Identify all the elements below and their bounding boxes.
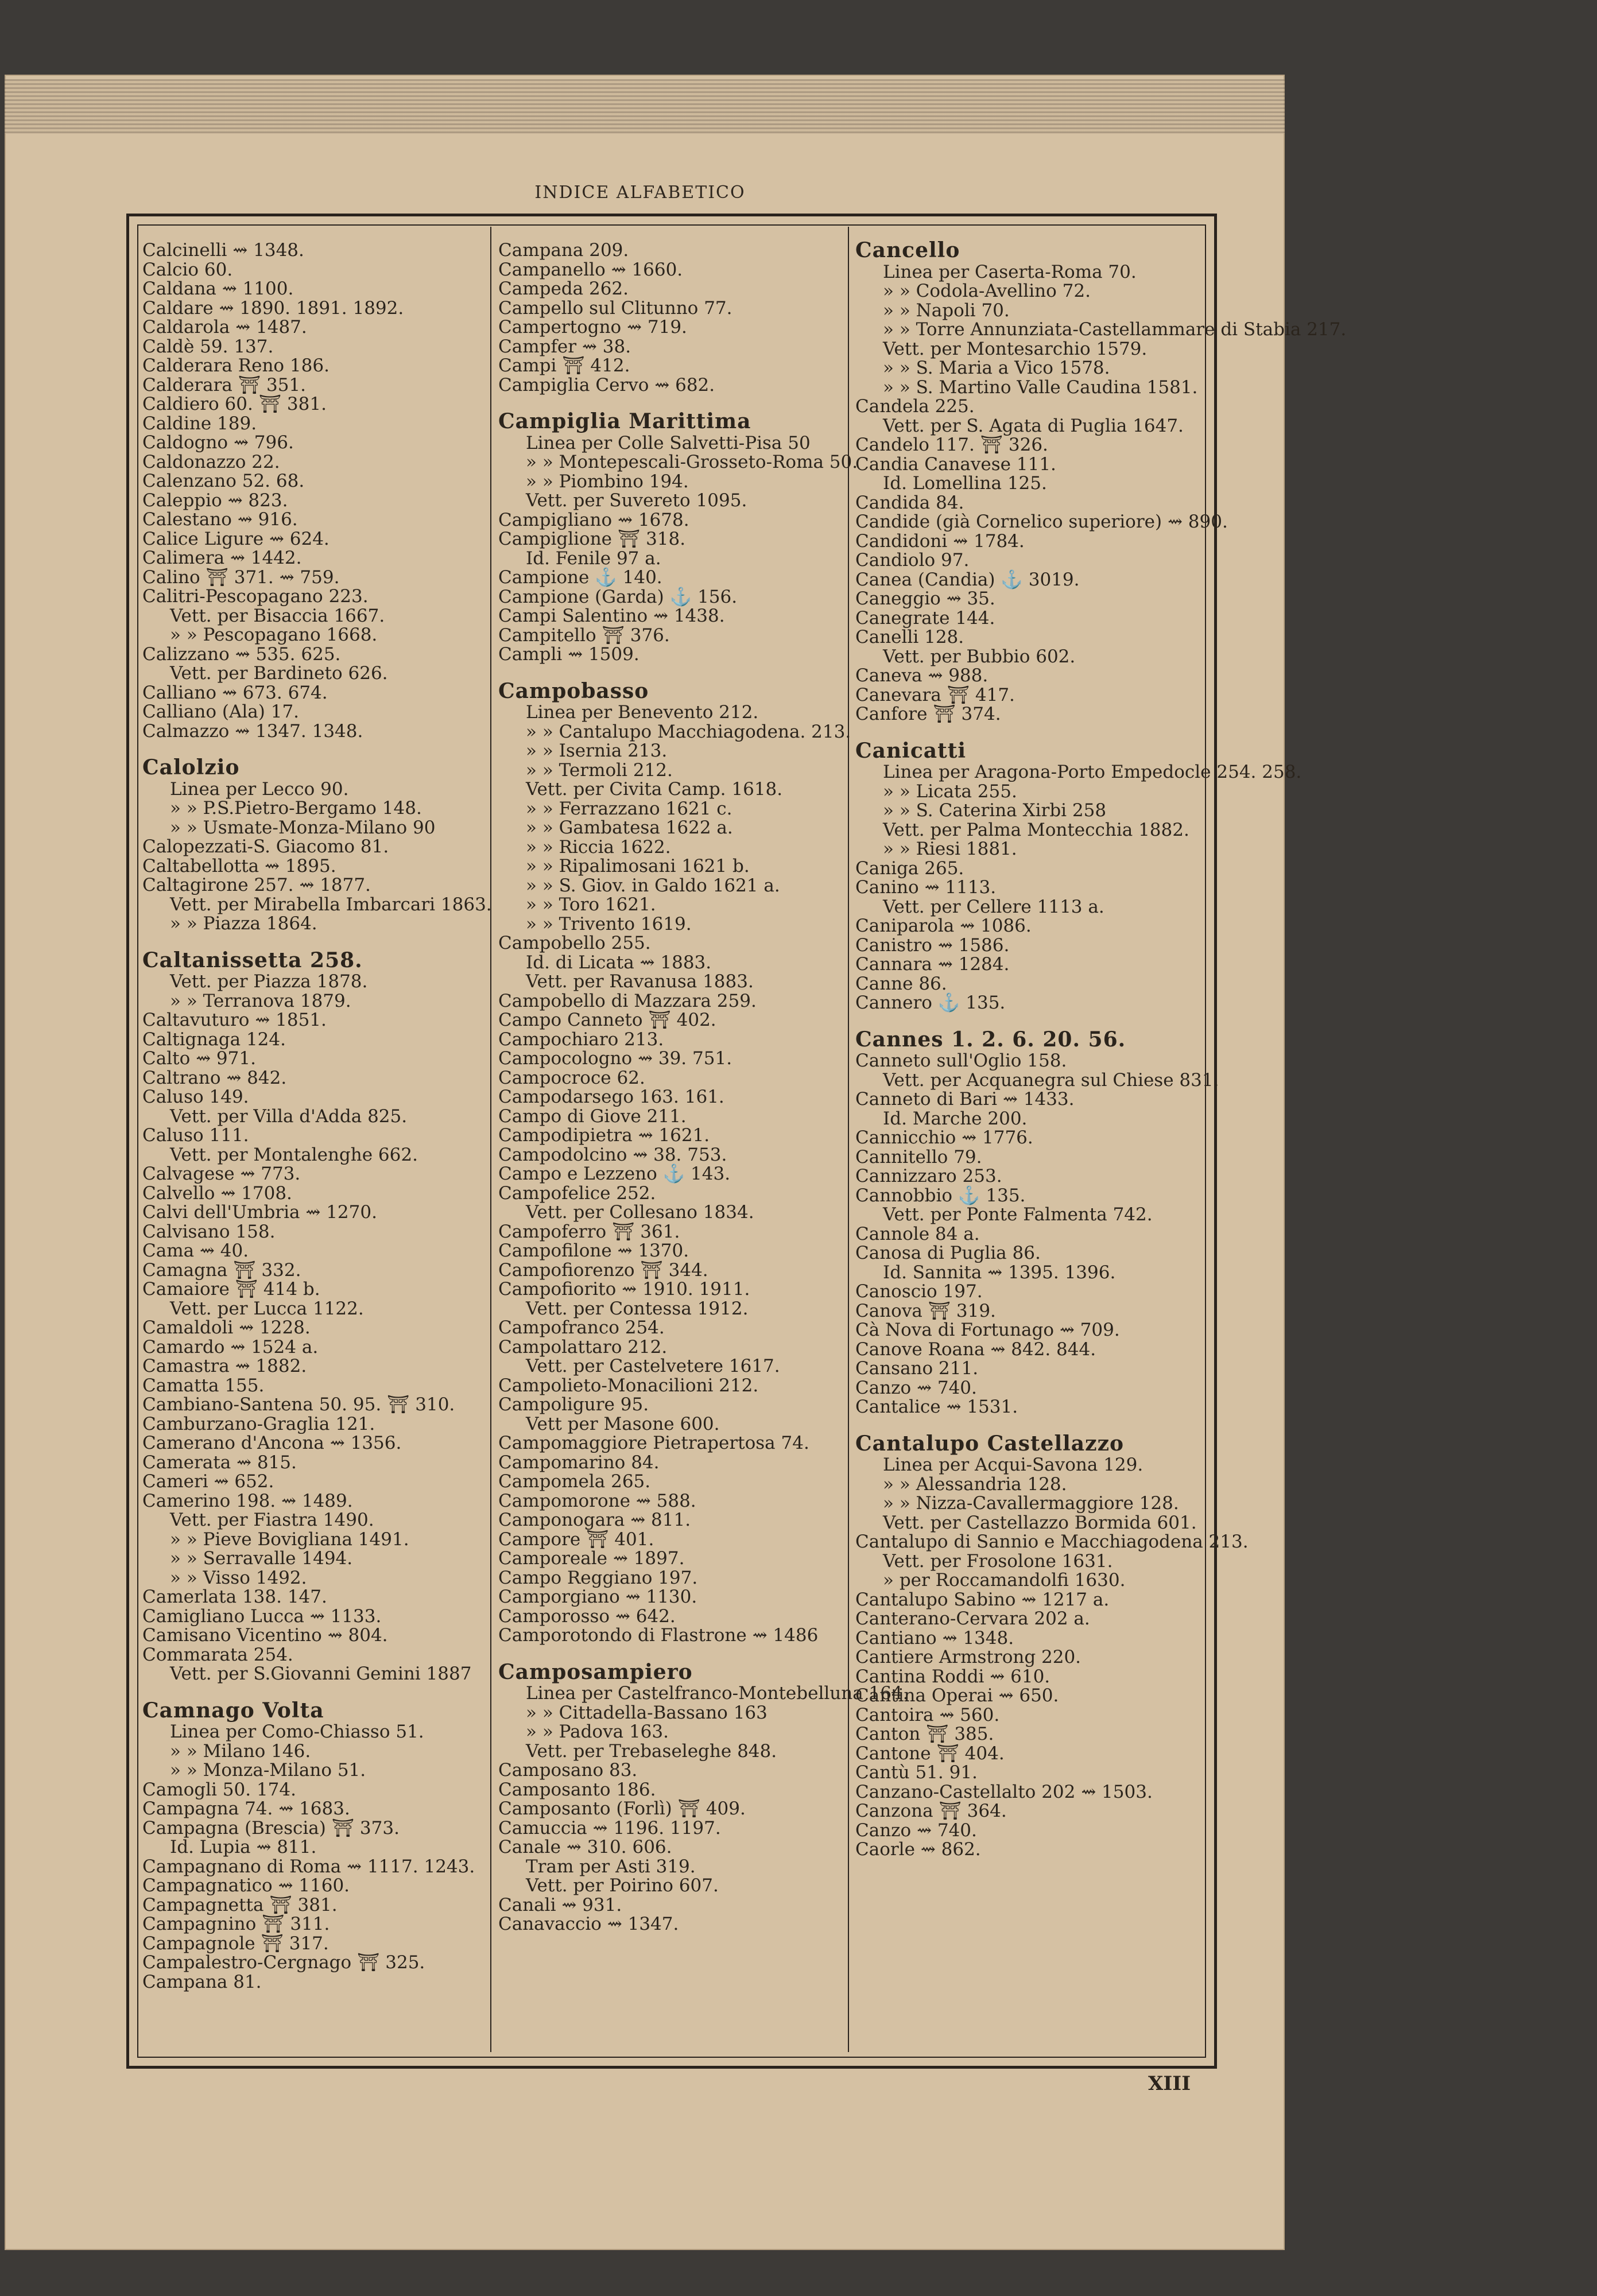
index-entry: Caldonazzo 22.: [142, 451, 280, 472]
index-entry: Campello sul Clitunno 77.: [498, 297, 732, 319]
index-entry: Vett. per Palma Montecchia 1882.: [883, 819, 1189, 840]
index-entry: Campli ⇝ 1509.: [498, 644, 639, 665]
index-entry: Canzo ⇝ 740.: [855, 1377, 977, 1398]
index-entry: Camastra ⇝ 1882.: [142, 1356, 307, 1376]
index-entry: » » Serravalle 1494.: [170, 1548, 353, 1569]
index-entry: Campocologno ⇝ 39. 751.: [498, 1048, 732, 1069]
index-entry: Vett. per Civita Camp. 1618.: [526, 779, 783, 800]
index-entry: Commarata 254.: [142, 1644, 293, 1665]
index-entry: Vett. per Lucca 1122.: [170, 1298, 364, 1319]
index-entry: Camporgiano ⇝ 1130.: [498, 1587, 697, 1607]
index-entry: Campitello ⛩ 376.: [498, 625, 670, 646]
index-entry: Cannitello 79.: [855, 1146, 982, 1168]
index-entry: Caldè 59. 137.: [142, 336, 274, 357]
index-entry: » » S. Giov. in Galdo 1621 a.: [526, 875, 780, 896]
index-entry: » per Roccamandolfi 1630.: [883, 1570, 1126, 1591]
index-entry: Camerlata 138. 147.: [142, 1587, 327, 1607]
index-entry: Cantalupo Sabino ⇝ 1217 a.: [855, 1589, 1110, 1610]
index-entry: Canzona ⛩ 364.: [855, 1801, 1007, 1821]
column-rule: [490, 227, 491, 2052]
index-entry: Campoferro ⛩ 361.: [498, 1221, 680, 1242]
index-entry: » » Termoli 212.: [526, 759, 673, 781]
index-entry: Cantù 51. 91.: [855, 1762, 978, 1783]
index-entry: Camposanto 186.: [498, 1779, 656, 1800]
index-entry: Canne 86.: [855, 973, 947, 994]
index-entry: Candidoni ⇝ 1784.: [855, 530, 1025, 552]
index-entry: » » Trivento 1619.: [526, 913, 692, 934]
index-entry: Calto ⇝ 971.: [142, 1048, 256, 1069]
index-entry: Caniparola ⇝ 1086.: [855, 916, 1032, 936]
index-entry: Cantiere Armstrong 220.: [855, 1647, 1082, 1667]
index-entry: Linea per Castelfranco-Montebelluna 164.: [526, 1683, 909, 1704]
index-entry: Campiglione ⛩ 318.: [498, 529, 686, 549]
index-entry: » » Gambatesa 1622 a.: [526, 817, 733, 838]
index-entry: Linea per Benevento 212.: [526, 702, 759, 723]
index-entry: Calvi dell'Umbria ⇝ 1270.: [142, 1202, 377, 1223]
index-entry: Caldiero 60. ⛩ 381.: [142, 394, 327, 414]
index-entry: Candide (già Cornelico superiore) ⇝ 890.: [855, 511, 1228, 532]
index-entry: Campo Reggiano 197.: [498, 1567, 698, 1588]
index-entry: Campagna 74. ⇝ 1683.: [142, 1798, 350, 1819]
index-entry: Caltabellotta ⇝ 1895.: [142, 855, 336, 876]
index-entry: » » Toro 1621.: [526, 894, 656, 915]
index-heading: Canicatti: [855, 738, 967, 763]
index-entry: Calice Ligure ⇝ 624.: [142, 528, 330, 549]
index-entry: » » S. Martino Valle Caudina 1581.: [883, 377, 1198, 398]
index-entry: Caltrano ⇝ 842.: [142, 1067, 287, 1088]
index-entry: Canistro ⇝ 1586.: [855, 934, 1010, 956]
index-entry: Canova ⛩ 319.: [855, 1300, 996, 1321]
index-entry: Canelli 128.: [855, 627, 964, 647]
index-entry: » » Ripalimosani 1621 b.: [526, 856, 750, 876]
index-entry: Linea per Como-Chiasso 51.: [170, 1721, 424, 1742]
index-entry: Caleppio ⇝ 823.: [142, 490, 288, 511]
index-entry: Vett. per Bubbio 602.: [883, 646, 1076, 667]
index-entry: Vett. per Bisaccia 1667.: [170, 605, 385, 626]
index-entry: Camigliano Lucca ⇝ 1133.: [142, 1605, 382, 1627]
index-entry: Calino ⛩ 371. ⇝ 759.: [142, 567, 340, 588]
index-entry: Canneto di Bari ⇝ 1433.: [855, 1089, 1075, 1110]
index-entry: Campobello 255.: [498, 933, 651, 953]
index-entry: Linea per Lecco 90.: [170, 778, 349, 800]
index-heading: Caltanissetta 258.: [142, 948, 363, 972]
index-entry: Calderara Reno 186.: [142, 355, 330, 376]
index-entry: Vett. per Poirino 607.: [526, 1875, 719, 1896]
index-heading: Campobasso: [498, 678, 649, 703]
index-entry: Camardo ⇝ 1524 a.: [142, 1336, 319, 1358]
index-entry: » » Pescopagano 1668.: [170, 625, 378, 645]
index-entry: Camogli 50. 174.: [142, 1779, 296, 1800]
index-entry: » » Monza-Milano 51.: [170, 1760, 366, 1781]
index-entry: Linea per Acqui-Savona 129.: [883, 1455, 1144, 1475]
index-entry: Camerano d'Ancona ⇝ 1356.: [142, 1433, 402, 1453]
index-entry: Calvagese ⇝ 773.: [142, 1163, 301, 1184]
index-entry: Caluso 111.: [142, 1125, 249, 1146]
index-entry: Campodipietra ⇝ 1621.: [498, 1125, 710, 1146]
index-entry: Campofilone ⇝ 1370.: [498, 1240, 689, 1261]
index-entry: Campalestro-Cergnago ⛩ 325.: [142, 1952, 425, 1973]
index-entry: Cannole 84 a.: [855, 1223, 980, 1244]
index-entry: Camagna ⛩ 332.: [142, 1259, 301, 1281]
index-entry: Campfer ⇝ 38.: [498, 336, 631, 357]
index-entry: » » Codola-Avellino 72.: [883, 281, 1091, 301]
index-entry: Cama ⇝ 40.: [142, 1240, 249, 1261]
index-entry: Camporosso ⇝ 642.: [498, 1605, 676, 1627]
index-entry: Campanello ⇝ 1660.: [498, 259, 683, 280]
index-entry: Camposanto (Forlì) ⛩ 409.: [498, 1798, 746, 1819]
index-entry: » » Alessandria 128.: [883, 1473, 1067, 1495]
index-entry: Campomaggiore Pietrapertosa 74.: [498, 1433, 809, 1453]
index-entry: Vett. per Bardineto 626.: [170, 663, 388, 684]
index-entry: Vett. per S.Giovanni Gemini 1887: [170, 1663, 472, 1684]
index-entry: Calliano (Ala) 17.: [142, 701, 300, 722]
index-entry: Camuccia ⇝ 1196. 1197.: [498, 1817, 721, 1839]
index-entry: Caldine 189.: [142, 413, 257, 434]
index-entry: Canzano-Castellalto 202 ⇝ 1503.: [855, 1781, 1153, 1802]
index-entry: Camerata ⇝ 815.: [142, 1452, 297, 1473]
index-entry: Calmazzo ⇝ 1347. 1348.: [142, 720, 363, 742]
index-entry: » » Torre Annunziata-Castellammare di Stabia 217.: [883, 319, 1347, 340]
index-entry: Id. Fenile 97 a.: [526, 548, 661, 569]
index-entry: Vett. per Contessa 1912.: [526, 1298, 749, 1319]
page-number: XIII: [1148, 2072, 1191, 2095]
index-entry: Caldare ⇝ 1890. 1891. 1892.: [142, 297, 404, 319]
index-entry: » » Piazza 1864.: [170, 913, 317, 934]
index-entry: Campocroce 62.: [498, 1067, 645, 1088]
index-entry: Id. Marche 200.: [883, 1108, 1028, 1129]
index-entry: Camposano 83.: [498, 1760, 638, 1781]
index-entry: Calizzano ⇝ 535. 625.: [142, 643, 341, 665]
index-entry: Cannizzaro 253.: [855, 1166, 1002, 1186]
index-heading: Calolzio: [142, 755, 240, 779]
index-entry: Camponogara ⇝ 811.: [498, 1510, 691, 1530]
index-entry: Canneto sull'Oglio 158.: [855, 1050, 1067, 1071]
index-entry: Id. Lomellina 125.: [883, 473, 1047, 494]
index-entry: Canale ⇝ 310. 606.: [498, 1837, 672, 1857]
index-column-1: [142, 240, 492, 1992]
index-entry: Candelo 117. ⛩ 326.: [855, 435, 1048, 455]
index-entry: » » Milano 146.: [170, 1740, 311, 1762]
index-entry: Cannara ⇝ 1284.: [855, 954, 1010, 975]
index-entry: » » Riesi 1881.: [883, 839, 1017, 859]
index-entry: » » Visso 1492.: [170, 1567, 307, 1588]
index-entry: Campione (Garda) ⚓ 156.: [498, 586, 738, 607]
index-entry: Campomarino 84.: [498, 1452, 660, 1473]
index-entry: Linea per Aragona-Porto Empedocle 254. 258.: [883, 762, 1302, 782]
index-entry: Cantiano ⇝ 1348.: [855, 1627, 1014, 1649]
index-entry: Canea (Candia) ⚓ 3019.: [855, 569, 1080, 590]
index-entry: Cambiano-Santena 50. 95. ⛩ 310.: [142, 1394, 455, 1415]
index-entry: Vett. per Castellazzo Bormida 601.: [883, 1512, 1197, 1533]
index-entry: Vett. per Montesarchio 1579.: [883, 338, 1148, 359]
index-entry: Campodolcino ⇝ 38. 753.: [498, 1144, 727, 1165]
index-entry: Campeda 262.: [498, 278, 629, 299]
index-entry: Canevara ⛩ 417.: [855, 684, 1015, 705]
index-entry: Calopezzati-S. Giacomo 81.: [142, 836, 389, 857]
index-entry: Candela 225.: [855, 396, 975, 417]
index-entry: Canosa di Puglia 86.: [855, 1243, 1041, 1263]
index-entry: » » Napoli 70.: [883, 300, 1010, 321]
index-column-3: [855, 238, 1347, 1860]
index-entry: Vett. per Piazza 1878.: [170, 971, 368, 992]
index-entry: Campagnano di Roma ⇝ 1117. 1243.: [142, 1856, 475, 1877]
index-entry: Caneva ⇝ 988.: [855, 665, 989, 686]
index-entry: Calcinelli ⇝ 1348.: [142, 240, 304, 261]
index-entry: Campoligure 95.: [498, 1394, 649, 1415]
index-entry: Calimera ⇝ 1442.: [142, 548, 302, 568]
index-entry: Campo Canneto ⛩ 402.: [498, 1010, 716, 1030]
index-entry: Vett. per Acquanegra sul Chiese 831.: [883, 1069, 1219, 1091]
index-entry: » » Ferrazzano 1621 c.: [526, 798, 732, 819]
index-entry: Calvello ⇝ 1708.: [142, 1182, 292, 1204]
index-entry: Vett per Masone 600.: [526, 1413, 720, 1434]
index-entry: » » S. Maria a Vico 1578.: [883, 358, 1110, 378]
index-entry: » » Riccia 1622.: [526, 836, 671, 858]
index-entry: Vett. per Ravanusa 1883.: [526, 971, 754, 992]
index-entry: » » Pieve Bovigliana 1491.: [170, 1529, 409, 1550]
index-entry: Camaldoli ⇝ 1228.: [142, 1317, 311, 1338]
index-entry: Canoscio 197.: [855, 1281, 983, 1302]
index-entry: Calenzano 52. 68.: [142, 471, 305, 491]
index-entry: Caltavuturo ⇝ 1851.: [142, 1010, 327, 1030]
index-entry: Calcio 60.: [142, 259, 233, 280]
index-entry: » » Usmate-Monza-Milano 90: [170, 817, 436, 838]
index-entry: » » Isernia 213.: [526, 740, 668, 761]
index-entry: Canterano-Cervara 202 a.: [855, 1608, 1090, 1629]
index-entry: Camisano Vicentino ⇝ 804.: [142, 1625, 388, 1646]
index-entry: Campi Salentino ⇝ 1438.: [498, 606, 725, 626]
index-entry: Campofiorito ⇝ 1910. 1911.: [498, 1279, 750, 1300]
column-rule: [848, 227, 849, 2052]
index-entry: Caldana ⇝ 1100.: [142, 278, 294, 299]
index-entry: Vett. per Trebaseleghe 848.: [526, 1740, 777, 1762]
index-entry: Vett. per Cellere 1113 a.: [883, 896, 1104, 917]
index-entry: Linea per Caserta-Roma 70.: [883, 261, 1137, 282]
index-entry: Calestano ⇝ 916.: [142, 509, 298, 530]
index-entry: Cannicchio ⇝ 1776.: [855, 1127, 1033, 1148]
index-entry: Calvisano 158.: [142, 1221, 276, 1242]
index-entry: Campiglia Cervo ⇝ 682.: [498, 374, 715, 395]
index-entry: Cannobbio ⚓ 135.: [855, 1185, 1026, 1206]
index-entry: Campione ⚓ 140.: [498, 567, 662, 588]
index-entry: Vett. per Ponte Falmenta 742.: [883, 1204, 1153, 1225]
index-entry: Canegrate 144.: [855, 607, 995, 629]
page-header: INDICE ALFABETICO: [534, 183, 746, 203]
index-entry: Camburzano-Graglia 121.: [142, 1413, 375, 1434]
index-entry: Id. Lupia ⇝ 811.: [170, 1837, 317, 1857]
index-entry: Campo di Giove 211.: [498, 1106, 687, 1127]
index-entry: Camporeale ⇝ 1897.: [498, 1548, 685, 1569]
index-entry: Cà Nova di Fortunago ⇝ 709.: [855, 1320, 1120, 1340]
index-entry: Camaiore ⛩ 414 b.: [142, 1279, 320, 1300]
index-entry: » » Padova 163.: [526, 1721, 669, 1742]
index-entry: Cansano 211.: [855, 1358, 979, 1379]
index-entry: » » S. Caterina Xirbi 258: [883, 800, 1107, 821]
index-entry: Canove Roana ⇝ 842. 844.: [855, 1339, 1096, 1360]
index-entry: Campagna (Brescia) ⛩ 373.: [142, 1817, 400, 1839]
index-entry: Camporotondo di Flastrone ⇝ 1486: [498, 1625, 819, 1646]
index-entry: Caldogno ⇝ 796.: [142, 432, 294, 453]
index-entry: Canton ⛩ 385.: [855, 1724, 994, 1744]
index-entry: » » Montepescali-Grosseto-Roma 50.: [526, 452, 858, 472]
index-entry: Campo e Lezzeno ⚓ 143.: [498, 1163, 731, 1184]
index-entry: Campofranco 254.: [498, 1317, 665, 1338]
index-entry: Caldarola ⇝ 1487.: [142, 317, 307, 338]
index-entry: Cantina Operai ⇝ 650.: [855, 1685, 1059, 1706]
index-entry: Campana 209.: [498, 240, 629, 261]
index-heading: Cancello: [855, 238, 960, 262]
index-entry: Campore ⛩ 401.: [498, 1529, 654, 1550]
index-entry: Cameri ⇝ 652.: [142, 1471, 274, 1492]
index-entry: Canali ⇝ 931.: [498, 1894, 622, 1915]
page-edges: [5, 79, 1285, 134]
index-entry: Campolieto-Monacilioni 212.: [498, 1375, 759, 1396]
index-entry: » » Nizza-Cavallermaggiore 128.: [883, 1493, 1179, 1514]
index-entry: Campagnetta ⛩ 381.: [142, 1894, 338, 1915]
index-heading: Cannes 1. 2. 6. 20. 56.: [855, 1027, 1126, 1052]
index-heading: Campiglia Marittima: [498, 409, 751, 433]
index-entry: Campolattaro 212.: [498, 1336, 668, 1358]
index-heading: Camposampiero: [498, 1659, 693, 1684]
index-entry: Campodarsego 163. 161.: [498, 1087, 724, 1107]
index-entry: Vett. per Frosolone 1631.: [883, 1550, 1113, 1572]
index-entry: Cannero ⚓ 135.: [855, 992, 1006, 1013]
index-entry: Campigliano ⇝ 1678.: [498, 509, 689, 530]
index-entry: Candiolo 97.: [855, 550, 970, 571]
index-entry: Vett. per Montalenghe 662.: [170, 1144, 418, 1165]
index-entry: Vett. per Fiastra 1490.: [170, 1510, 374, 1530]
index-entry: Canfore ⛩ 374.: [855, 704, 1001, 724]
index-entry: Id. Sannita ⇝ 1395. 1396.: [883, 1262, 1116, 1283]
index-entry: Vett. per Villa d'Adda 825.: [170, 1106, 408, 1127]
index-entry: Caniga 265.: [855, 858, 964, 879]
index-entry: Cantoira ⇝ 560.: [855, 1704, 1000, 1725]
index-entry: Calderara ⛩ 351.: [142, 374, 306, 395]
index-entry: Calliano ⇝ 673. 674.: [142, 682, 328, 703]
index-entry: Canino ⇝ 1113.: [855, 877, 997, 898]
index-entry: Vett. per Mirabella Imbarcari 1863.: [170, 894, 492, 915]
index-entry: Campofelice 252.: [498, 1182, 656, 1204]
index-entry: Vett. per Suvereto 1095.: [526, 490, 747, 511]
index-entry: Vett. per Castelvetere 1617.: [526, 1356, 780, 1376]
index-entry: Calitri-Pescopagano 223.: [142, 586, 369, 607]
index-entry: Caorle ⇝ 862.: [855, 1839, 981, 1860]
index-entry: Campobello di Mazzara 259.: [498, 990, 757, 1011]
index-entry: Campagnole ⛩ 317.: [142, 1933, 329, 1954]
index-entry: Campomela 265.: [498, 1471, 651, 1492]
index-entry: Candida 84.: [855, 492, 964, 513]
index-entry: Vett. per S. Agata di Puglia 1647.: [883, 415, 1184, 436]
index-entry: » » Cantalupo Macchiagodena. 213.: [526, 721, 851, 742]
index-entry: Campertogno ⇝ 719.: [498, 317, 687, 338]
index-entry: Caneggio ⇝ 35.: [855, 588, 995, 609]
index-entry: Camatta 155.: [142, 1375, 265, 1396]
index-entry: Campagnatico ⇝ 1160.: [142, 1875, 350, 1896]
index-entry: Campana 81.: [142, 1971, 262, 1992]
index-entry: Campochiaro 213.: [498, 1029, 664, 1050]
index-entry: » » Licata 255.: [883, 781, 1017, 802]
index-entry: Tram per Asti 319.: [526, 1856, 696, 1877]
index-entry: Cantone ⛩ 404.: [855, 1743, 1005, 1764]
index-entry: Cantina Roddi ⇝ 610.: [855, 1666, 1051, 1687]
index-entry: Canzo ⇝ 740.: [855, 1820, 977, 1841]
index-entry: Campofiorenzo ⛩ 344.: [498, 1259, 708, 1281]
index-entry: Caltignaga 124.: [142, 1029, 286, 1050]
index-entry: Caltagirone 257. ⇝ 1877.: [142, 875, 371, 895]
index-entry: Campagnino ⛩ 311.: [142, 1914, 330, 1934]
index-entry: Canavaccio ⇝ 1347.: [498, 1914, 679, 1934]
index-entry: Id. di Licata ⇝ 1883.: [526, 952, 712, 973]
index-entry: Cantalice ⇝ 1531.: [855, 1397, 1018, 1417]
index-entry: » » P.S.Pietro-Bergamo 148.: [170, 798, 422, 819]
index-entry: Campomorone ⇝ 588.: [498, 1490, 696, 1511]
index-entry: Linea per Colle Salvetti-Pisa 50: [526, 432, 811, 453]
index-entry: Campi ⛩ 412.: [498, 355, 630, 376]
index-entry: Vett. per Collesano 1834.: [526, 1202, 754, 1223]
index-entry: Cantalupo di Sannio e Macchiagodena 213.: [855, 1531, 1249, 1552]
index-entry: Caluso 149.: [142, 1087, 249, 1107]
index-entry: » » Terranova 1879.: [170, 990, 351, 1011]
index-entry: » » Piombino 194.: [526, 471, 689, 492]
index-heading: Cantalupo Castellazzo: [855, 1431, 1125, 1456]
index-entry: Camerino 198. ⇝ 1489.: [142, 1490, 353, 1511]
index-heading: Camnago Volta: [142, 1698, 324, 1723]
index-entry: Candia Canavese 111.: [855, 453, 1056, 475]
index-entry: » » Cittadella-Bassano 163: [526, 1702, 768, 1723]
